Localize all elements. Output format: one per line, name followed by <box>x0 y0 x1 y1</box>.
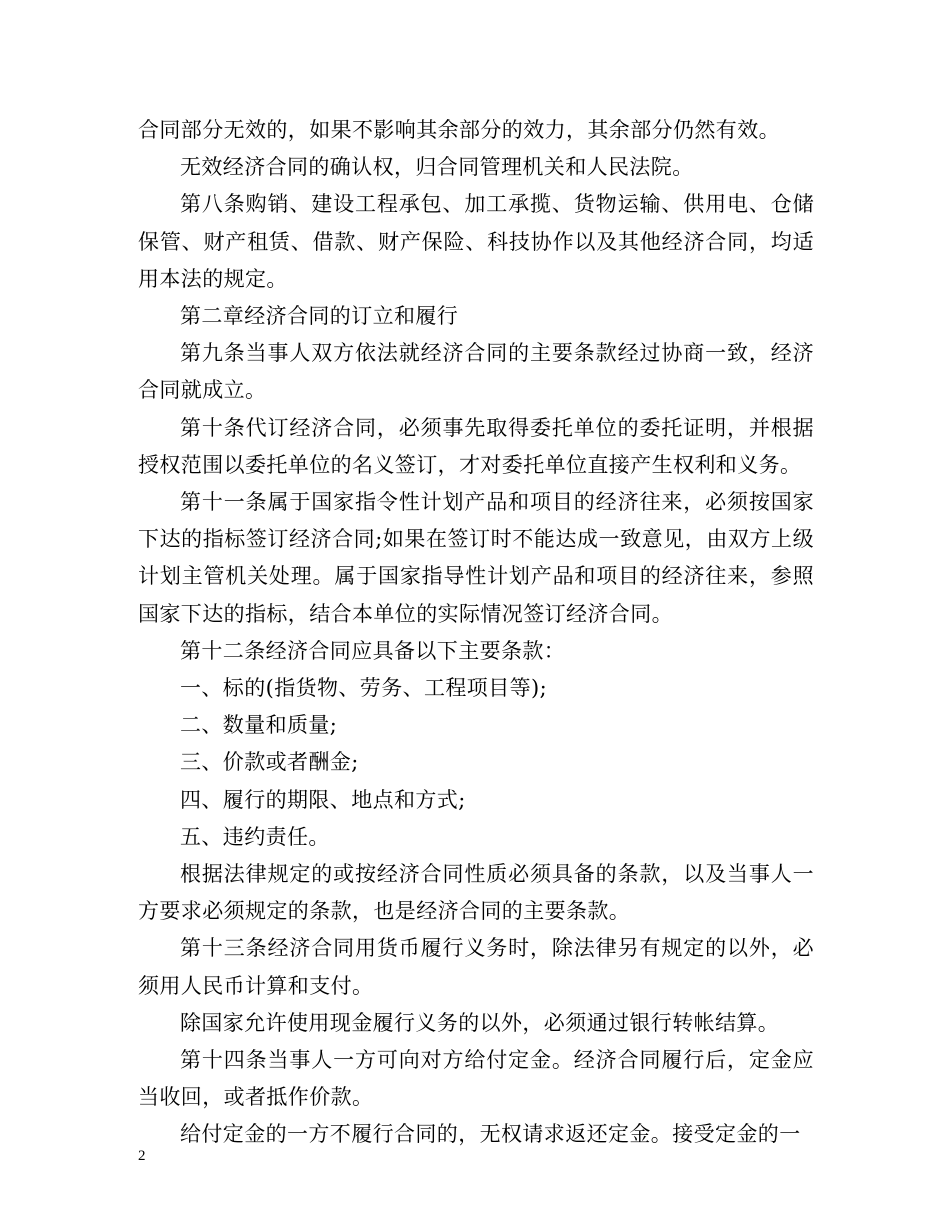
document-body <box>138 112 814 1154</box>
list-item: 一、标的(指货物、劳务、工程项目等); <box>180 676 548 701</box>
page-number: 2 <box>138 1148 146 1164</box>
paragraph: 根据法律规定的或按经济合同性质必须具备的条款，以及当事人一方要求必须规定的条款，也是经济合同的主要条款。 <box>138 862 814 924</box>
list-item: 三、价款或者酬金; <box>180 750 359 775</box>
paragraph: 给付定金的一方不履行合同的，无权请求返还定金。接受定金的一 <box>180 1122 801 1147</box>
paragraph: 第十三条经济合同用货币履行义务时，除法律另有规定的以外，必须用人民币计算和支付。 <box>138 936 814 998</box>
paragraph: 第十二条经济合同应具备以下主要条款： <box>180 638 566 663</box>
paragraph: 第十条代订经济合同，必须事先取得委托单位的委托证明，并根据授权范围以委托单位的名义签订，才对委托单位直接产生权利和义务。 <box>138 415 814 477</box>
paragraph: 第十四条当事人一方可向对方给付定金。经济合同履行后，定金应当收回，或者抵作价款。 <box>138 1048 814 1110</box>
paragraph: 无效经济合同的确认权，归合同管理机关和人民法院。 <box>180 155 694 180</box>
list-item: 四、履行的期限、地点和方式; <box>180 787 466 812</box>
paragraph: 第八条购销、建设工程承包、加工承揽、货物运输、供用电、仓储保管、财产租赁、借款、财产保险、科技协作以及其他经济合同，均适用本法的规定。 <box>138 192 814 291</box>
paragraph: 合同部分无效的，如果不影响其余部分的效力，其余部分仍然有效。 <box>138 118 780 142</box>
paragraph: 第九条当事人双方依法就经济合同的主要条款经过协商一致，经济合同就成立。 <box>138 341 814 403</box>
paragraph: 第十一条属于国家指令性计划产品和项目的经济往来，必须按国家下达的指标签订经济合同;如果在签订时不能达成一致意见，由双方上级计划主管机关处理。属于国家指导性计划产品和项目的经济往来，参照国家下达的指标，结合本单位的实际情况签订经济合同。 <box>138 490 814 626</box>
paragraph: 除国家允许使用现金履行义务的以外，必须通过银行转帐结算。 <box>180 1010 780 1035</box>
list-item: 五、违约责任。 <box>180 824 330 849</box>
list-item: 二、数量和质量; <box>180 713 338 738</box>
chapter-heading: 第二章经济合同的订立和履行 <box>180 304 459 329</box>
